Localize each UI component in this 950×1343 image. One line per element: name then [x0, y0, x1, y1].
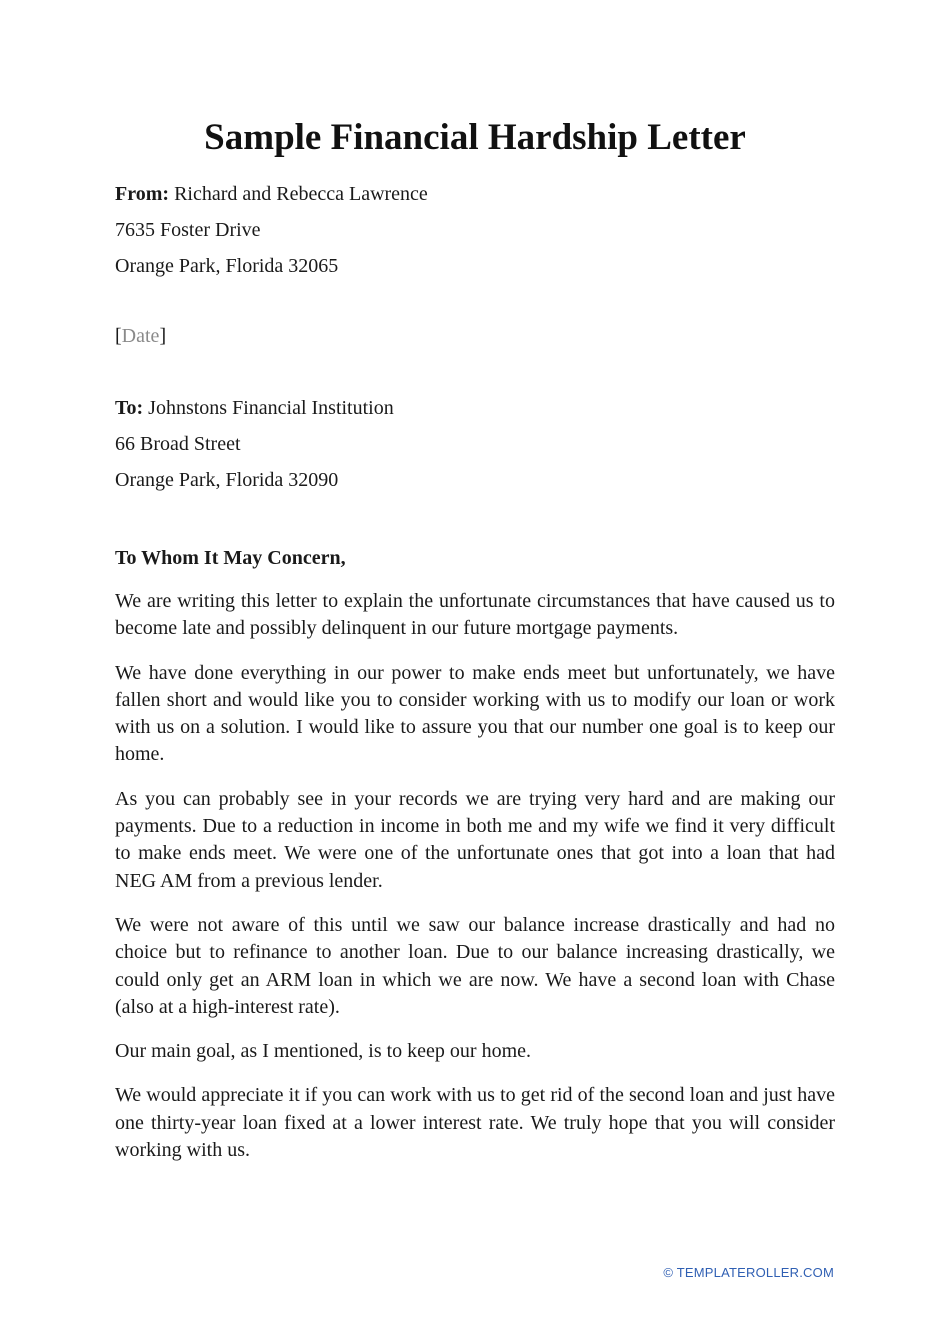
letter-body [115, 588, 835, 1181]
date-line [115, 318, 835, 354]
body-paragraph: We have done everything in our power to make ends meet but unfortunately, we have fallen short and would like you to consider working with us to modify our loan or work with us on a solution. I would like to assure you that our number one goal is to keep our home. [115, 661, 835, 766]
recipient-block [115, 390, 835, 498]
body-paragraph: We were not aware of this until we saw our balance increase drastically and had no choice but to refinance to another loan. Due to our balance increasing drastically, we could only get an ARM loan in which we are now. We have a second loan with Chase (also at a high-interest rate). [115, 913, 835, 1018]
recipient-name-line [115, 390, 835, 426]
sender-address-line1: 7635 Foster Drive [115, 219, 261, 241]
date-block [115, 318, 835, 354]
date-close-bracket: ] [159, 325, 167, 347]
recipient-address-line2: Orange Park, Florida 32090 [115, 469, 339, 491]
date-open-bracket: [ [115, 325, 122, 347]
body-paragraph: Our main goal, as I mentioned, is to keep our home. [115, 1040, 532, 1063]
from-label: From: [115, 183, 170, 205]
date-placeholder: Date [121, 325, 160, 347]
body-paragraph: We would appreciate it if you can work with us to get rid of the second loan and just have one thirty-year loan fixed at a lower interest rate. We truly hope that you will consider working with us. [115, 1084, 835, 1162]
footer-credit [663, 1265, 834, 1280]
sender-name-line [115, 176, 835, 212]
recipient-name: Johnstons Financial Institution [148, 397, 394, 419]
sender-block [115, 176, 835, 284]
document-title: Sample Financial Hardship Letter [204, 117, 746, 158]
body-paragraph: We are writing this letter to explain the unfortunate circumstances that have caused us to become late and possibly delinquent in our future mortgage payments. [115, 590, 835, 640]
salutation: To Whom It May Concern, [115, 547, 346, 569]
recipient-address-line1: 66 Broad Street [115, 433, 241, 455]
footer-site-link[interactable]: TEMPLATEROLLER.COM [676, 1265, 834, 1280]
sender-name: Richard and Rebecca Lawrence [174, 183, 428, 205]
copyright-symbol: © [663, 1265, 674, 1280]
to-label: To: [115, 397, 144, 419]
sender-address-line2: Orange Park, Florida 32065 [115, 255, 339, 277]
body-paragraph: As you can probably see in your records we are trying very hard and are making our payments. Due to a reduction in income in both me and my wife we find it very difficult to make ends meet. We were one of the unfortunate ones that got into a loan that had NEG AM from a previous lender. [115, 787, 835, 892]
